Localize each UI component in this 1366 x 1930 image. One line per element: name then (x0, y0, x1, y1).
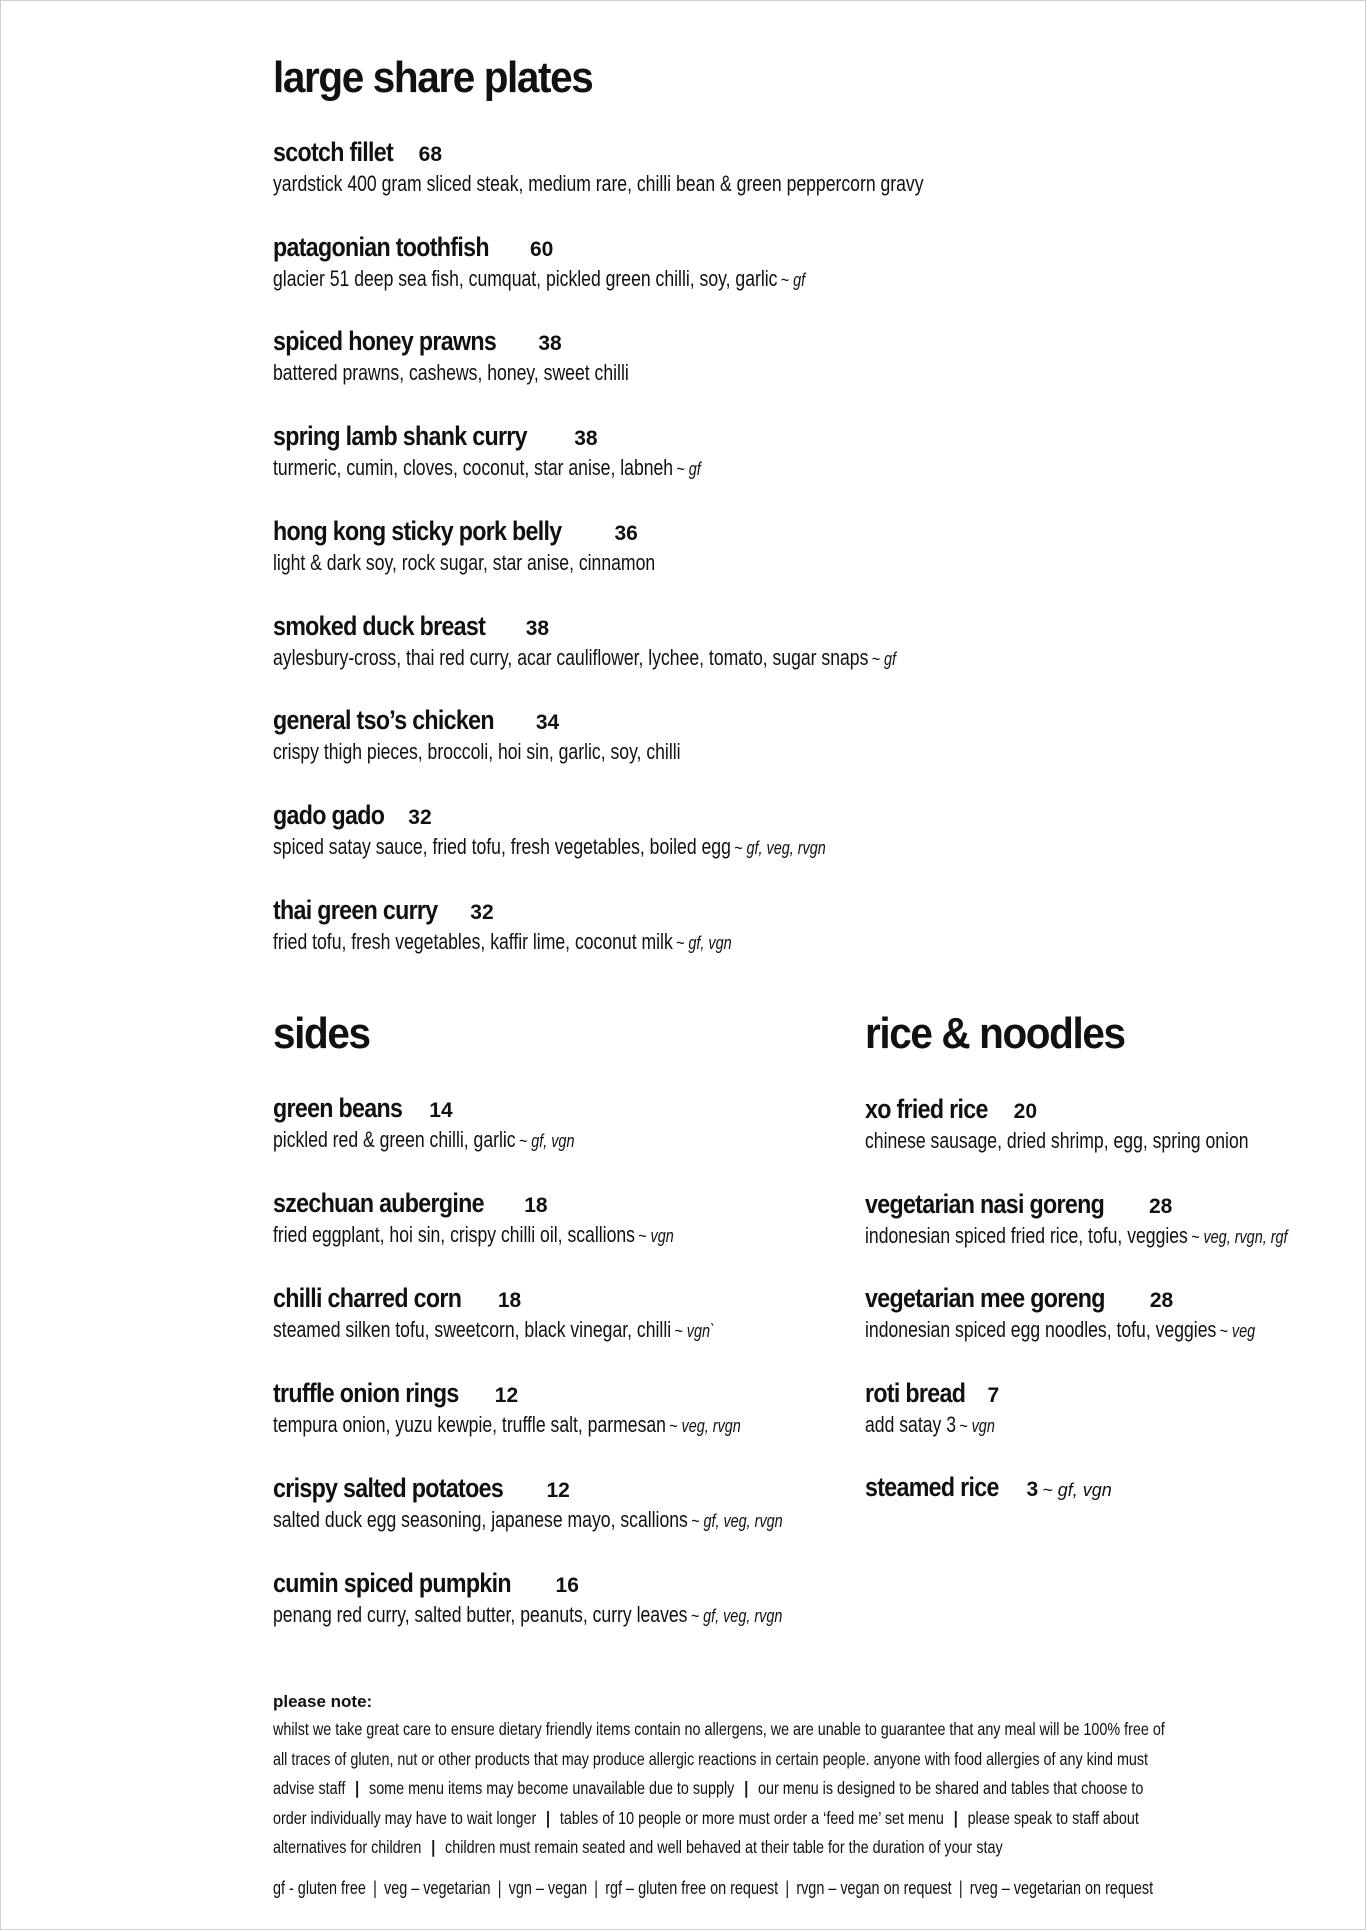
menu-item-name: crispy salted potatoes (273, 1473, 504, 1503)
menu-item (273, 1281, 825, 1345)
menu-item (273, 230, 938, 294)
menu-item-heading (865, 1281, 1353, 1315)
note-title: please note: (273, 1692, 373, 1711)
menu-item-price: 12 (546, 1479, 570, 1502)
menu-item-dietary: ~ veg, rvgn (669, 1416, 741, 1436)
menu-item-description: penang red curry, salted butter, peanuts, curry leaves (273, 1602, 688, 1627)
menu-item-description: pickled red & green chilli, garlic (273, 1127, 516, 1152)
menu-item-description: glacier 51 deep sea fish, cumquat, pickled green chilli, soy, garlic (273, 265, 778, 291)
menu-item-description-line (273, 453, 808, 483)
menu-item-description: light & dark soy, rock sugar, star anise, cinnamon (273, 549, 656, 575)
note-text: advise staff (273, 1778, 346, 1798)
separator: | (785, 1878, 790, 1898)
menu-item-heading (273, 324, 718, 358)
menu-item-description-group (273, 1505, 783, 1536)
menu-item-dietary: ~ gf (780, 269, 806, 290)
menu-item-heading (273, 893, 846, 927)
menu-item-name: vegetarian mee goreng (865, 1283, 1105, 1314)
menu-item-price: 38 (538, 332, 562, 356)
legend-vgn: vgn – vegan (508, 1878, 588, 1898)
menu-item-description-group (865, 1315, 1255, 1346)
menu-item-description: fried eggplant, hoi sin, crispy chilli oil, scallions (273, 1222, 635, 1247)
menu-item-name: hong kong sticky pork belly (273, 515, 562, 546)
menu-item-description-line (273, 1600, 910, 1630)
note-text: children must remain seated and well behaved at their table for the duration of your stay (445, 1837, 1003, 1857)
menu-item (273, 1471, 910, 1535)
menu-item-heading (273, 609, 1052, 643)
menu-item-dietary: ~ gf, vgn (1042, 1480, 1112, 1501)
note-text: some menu items may become unavailable due to supply (369, 1778, 735, 1798)
menu-item (273, 1376, 858, 1440)
rice-noodles-title: rice & noodles (865, 1009, 1125, 1058)
menu-item-name: spiced honey prawns (273, 326, 497, 357)
menu-item-name: steamed rice (865, 1472, 999, 1503)
menu-item-description: indonesian spiced fried rice, tofu, veggies (865, 1222, 1188, 1248)
menu-item-heading (273, 230, 938, 264)
menu-item-description-line (865, 1126, 1344, 1156)
menu-item (273, 1091, 650, 1155)
legend-rvgn: rvgn – vegan on request (796, 1878, 952, 1898)
menu-item-description-group (273, 1125, 574, 1156)
menu-item-name: green beans (273, 1093, 403, 1123)
menu-item (273, 135, 1086, 199)
menu-item-description: battered prawns, cashews, honey, sweet chilli (273, 360, 629, 386)
note-line-1: whilst we take great care to ensure dietary friendly items contain no allergens, we are unable to guarantee that any meal will be 100% free of (273, 1719, 1165, 1739)
menu-item-heading (865, 1376, 1027, 1410)
menu-item (273, 893, 846, 957)
menu-item-description-group (273, 1410, 741, 1441)
separator: | (373, 1878, 377, 1898)
menu-item-description: indonesian spiced egg noodles, tofu, veggies (865, 1317, 1217, 1343)
menu-item-price: 38 (525, 616, 550, 640)
menu-item-heading (273, 1566, 910, 1600)
menu-item-price: 32 (470, 900, 494, 924)
menu-item-name: vegetarian nasi goreng (865, 1188, 1105, 1219)
menu-item-price: 18 (497, 1289, 522, 1312)
menu-item-description-line (865, 1315, 1353, 1345)
menu-item-heading (865, 1187, 1366, 1221)
menu-item-name: thai green curry (273, 894, 438, 925)
note-text: please speak to staff about (967, 1807, 1139, 1828)
menu-item-heading (273, 1281, 825, 1315)
menu-item-description-group (273, 1600, 782, 1631)
menu-item-heading (273, 135, 1086, 169)
menu-item-price: 34 (535, 711, 560, 735)
menu-item (273, 609, 1052, 673)
please-note (273, 1689, 1313, 1863)
menu-item-description: add satay 3 (865, 1411, 956, 1437)
menu-item-description-group (273, 643, 896, 674)
sides-title: sides (273, 1009, 370, 1058)
menu-item-price: 20 (1013, 1100, 1038, 1123)
menu-item-description: tempura onion, yuzu kewpie, truffle salt, parmesan (273, 1412, 666, 1437)
menu-item-description-line (273, 927, 846, 957)
menu-item-description-line (273, 264, 938, 294)
separator: | (744, 1778, 749, 1798)
menu-item-heading (273, 1091, 650, 1125)
menu-item-description-line (865, 1221, 1366, 1251)
menu-item-price: 32 (408, 805, 432, 829)
menu-item-heading (273, 1186, 774, 1220)
menu-item-description: chinese sausage, dried shrimp, egg, spring onion (865, 1128, 1249, 1153)
menu-item-description-line (273, 548, 751, 578)
menu-item-description-line (273, 1125, 650, 1155)
separator: | (594, 1878, 599, 1898)
menu-item (273, 798, 964, 862)
menu-item-heading (273, 419, 808, 453)
separator: | (546, 1807, 551, 1828)
menu-item-name: smoked duck breast (273, 610, 486, 641)
menu-item-heading (273, 514, 751, 548)
legend-gf: gf - gluten free (273, 1878, 366, 1898)
menu-item-price: 60 (529, 237, 554, 261)
legend-rgf: rgf – gluten free on request (605, 1878, 779, 1898)
menu-item (273, 1186, 774, 1250)
menu-item-name: roti bread (865, 1377, 966, 1408)
menu-item (273, 419, 808, 483)
menu-item-description-line (273, 1505, 910, 1535)
menu-item-heading (273, 703, 782, 737)
menu-item-price: 28 (1149, 1289, 1174, 1313)
menu-item-description-line (273, 737, 782, 767)
menu-item (865, 1281, 1353, 1345)
menu-item (273, 324, 718, 388)
menu-item-dietary: ~ gf, veg, rvgn (690, 1606, 783, 1626)
menu-item-description-line (273, 1315, 825, 1345)
menu-item (865, 1376, 1027, 1440)
menu-item-name: gado gado (273, 799, 385, 830)
menu-item-dietary: ~ gf, vgn (518, 1131, 575, 1151)
note-text: tables of 10 people or more must order a ‘feed me’ set menu (559, 1807, 944, 1828)
menu-item-description: aylesbury-cross, thai red curry, acar cauliflower, lychee, tomato, sugar snaps (273, 644, 869, 670)
menu-item-name: general tso’s chicken (273, 705, 494, 736)
menu-item-price: 18 (524, 1194, 548, 1217)
menu-item-description-group (865, 1221, 1288, 1252)
menu-item-price: 36 (614, 521, 638, 545)
separator: | (953, 1807, 958, 1828)
menu-item-heading (273, 1471, 910, 1505)
menu-item-name: szechuan aubergine (273, 1188, 484, 1218)
note-line-3 (273, 1774, 1144, 1804)
menu-item-dietary: ~ gf (676, 459, 701, 480)
separator: | (355, 1778, 360, 1798)
menu-item-price: 14 (429, 1099, 453, 1122)
menu-item-dietary: ~ vgn` (674, 1321, 715, 1341)
menu-item-description-line (273, 169, 1086, 199)
menu-item-name: chilli charred corn (273, 1283, 462, 1313)
note-line-4 (273, 1804, 1139, 1834)
menu-item-description: crispy thigh pieces, broccoli, hoi sin, garlic, soy, chilli (273, 739, 681, 765)
note-text: our menu is designed to be shared and tables that choose to (758, 1778, 1144, 1798)
menu-item-price: 7 (987, 1383, 1000, 1407)
menu-item (273, 1566, 910, 1630)
legend-rveg: rveg – vegetarian on request (969, 1878, 1154, 1898)
menu-item-description-group (273, 832, 826, 863)
menu-item-dietary: ~ gf, veg, rvgn (734, 837, 826, 858)
menu-item-dietary: ~ gf, vgn (675, 932, 732, 953)
menu-item-heading (865, 1470, 1112, 1504)
menu-item-description-line (273, 1220, 774, 1250)
menu-item-heading (273, 1376, 858, 1410)
menu-item-dietary: ~ vgn (638, 1226, 674, 1246)
menu-item-price: 28 (1149, 1194, 1173, 1218)
separator: | (431, 1837, 436, 1857)
menu-item-description-group (273, 1220, 674, 1251)
menu-item-description: salted duck egg seasoning, japanese mayo, scallions (273, 1507, 688, 1532)
menu-item-name: cumin spiced pumpkin (273, 1568, 511, 1598)
menu-item-description-group (273, 453, 701, 484)
menu-item-dietary: ~ veg, rvgn, rgf (1191, 1226, 1288, 1247)
menu-item-dietary: ~ veg (1219, 1321, 1256, 1342)
menu-item-description: spiced satay sauce, fried tofu, fresh vegetables, boiled egg (273, 833, 731, 859)
menu-item-description-group (273, 1315, 715, 1346)
note-text: order individually may have to wait longer (273, 1807, 537, 1828)
menu-item-description: yardstick 400 gram sliced steak, medium rare, chilli bean & green peppercorn gravy (273, 171, 924, 196)
menu-item-description-group (865, 1410, 995, 1441)
menu-item-description-line (273, 358, 718, 388)
separator: | (958, 1878, 963, 1898)
menu-item-description: fried tofu, fresh vegetables, kaffir lime, coconut milk (273, 928, 673, 954)
menu-item-description-line (273, 1410, 858, 1440)
menu-item-price: 16 (555, 1574, 579, 1597)
menu-item-dietary: ~ gf (871, 648, 897, 669)
menu-item-description-line (273, 832, 964, 862)
menu-item-name: spring lamb shank curry (273, 421, 527, 452)
note-text: alternatives for children (273, 1837, 422, 1857)
menu-item (273, 703, 782, 767)
menu-item-name: truffle onion rings (273, 1378, 459, 1408)
menu-item-dietary: ~ gf, veg, rvgn (691, 1511, 783, 1531)
menu-item-dietary: ~ vgn (959, 1415, 995, 1436)
menu-item-description-group (273, 927, 732, 958)
menu-item (865, 1470, 1112, 1504)
menu-item-name: xo fried rice (865, 1094, 988, 1124)
menu-item-price: 3 (1026, 1478, 1039, 1502)
menu-item-price: 68 (418, 143, 442, 166)
menu-item-name: scotch fillet (273, 137, 394, 167)
menu-item-name: patagonian toothfish (273, 231, 489, 262)
menu-item-description-line (273, 643, 1052, 673)
large-share-plates-title: large share plates (273, 53, 593, 102)
menu-item-description-line (865, 1410, 1027, 1440)
note-line-5 (273, 1833, 1126, 1863)
menu-item-price: 38 (574, 427, 598, 451)
menu-item (865, 1187, 1366, 1251)
legend-veg: veg – vegetarian (384, 1878, 491, 1898)
menu-item-description-group (273, 264, 805, 295)
menu-item-description: turmeric, cumin, cloves, coconut, star anise, labneh (273, 455, 674, 481)
menu-item-heading (273, 798, 964, 832)
menu-item-description: steamed silken tofu, sweetcorn, black vinegar, chilli (273, 1317, 672, 1342)
dietary-legend (273, 1878, 1153, 1899)
separator: | (497, 1878, 502, 1898)
menu-item (273, 514, 751, 578)
menu-item-price: 12 (494, 1384, 519, 1407)
menu-item (865, 1092, 1344, 1156)
menu-item-heading (865, 1092, 1344, 1126)
note-line-2: all traces of gluten, nut or other products that may produce allergic reactions in certain people. anyone with food allergies of any kind must (273, 1748, 1149, 1769)
